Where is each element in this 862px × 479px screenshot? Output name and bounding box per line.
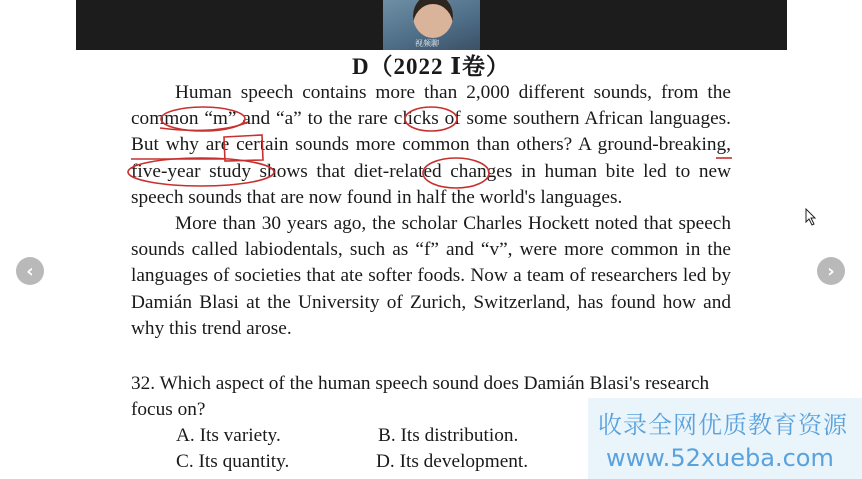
option-a: A. Its variety. <box>176 425 281 446</box>
presenter-name: 视频聊 <box>415 39 439 48</box>
question-text: 32. Which aspect of the human speech sound does Damián Blasi's research focus on? <box>131 373 710 420</box>
slide-title: D（2022 Ⅰ卷） <box>351 54 511 79</box>
presenter-webcam[interactable] <box>383 0 480 50</box>
passage-paragraph-2: More than 30 years ago, the scholar Charles Hockett noted that speech sounds called labiodentals, such as “f” and “v”, were more common in the languages of societies that ate softer foods. Now a team of researchers led by Damián Blasi at the University of Zurich, Switzerland, has found how and why this trend arose. <box>131 213 731 339</box>
next-slide-button[interactable] <box>817 257 845 285</box>
option-d: D. Its development. <box>376 451 529 472</box>
passage-paragraph-1: Human speech contains more than 2,000 different sounds, from the common “m” and “a” to the rare clicks of some southern African languages. But why are certain sounds more common than others? A ground-breaking, five-year study shows that diet-related changes in human bite led to new speech sounds that are now found in half the world's languages. <box>131 82 731 208</box>
chevron-left-icon: ‹ <box>26 260 34 282</box>
presenter-avatar <box>413 0 453 38</box>
watermark-line-2: www.52xueba.com <box>606 444 834 472</box>
option-b: B. Its distribution. <box>378 425 519 446</box>
reading-passage <box>131 80 731 342</box>
prev-slide-button[interactable] <box>16 257 44 285</box>
mouse-pointer-icon <box>805 208 817 226</box>
watermark-line-1: 收录全网优质教育资源 <box>598 411 848 439</box>
chevron-right-icon: › <box>827 260 835 282</box>
option-c: C. Its quantity. <box>176 451 290 472</box>
